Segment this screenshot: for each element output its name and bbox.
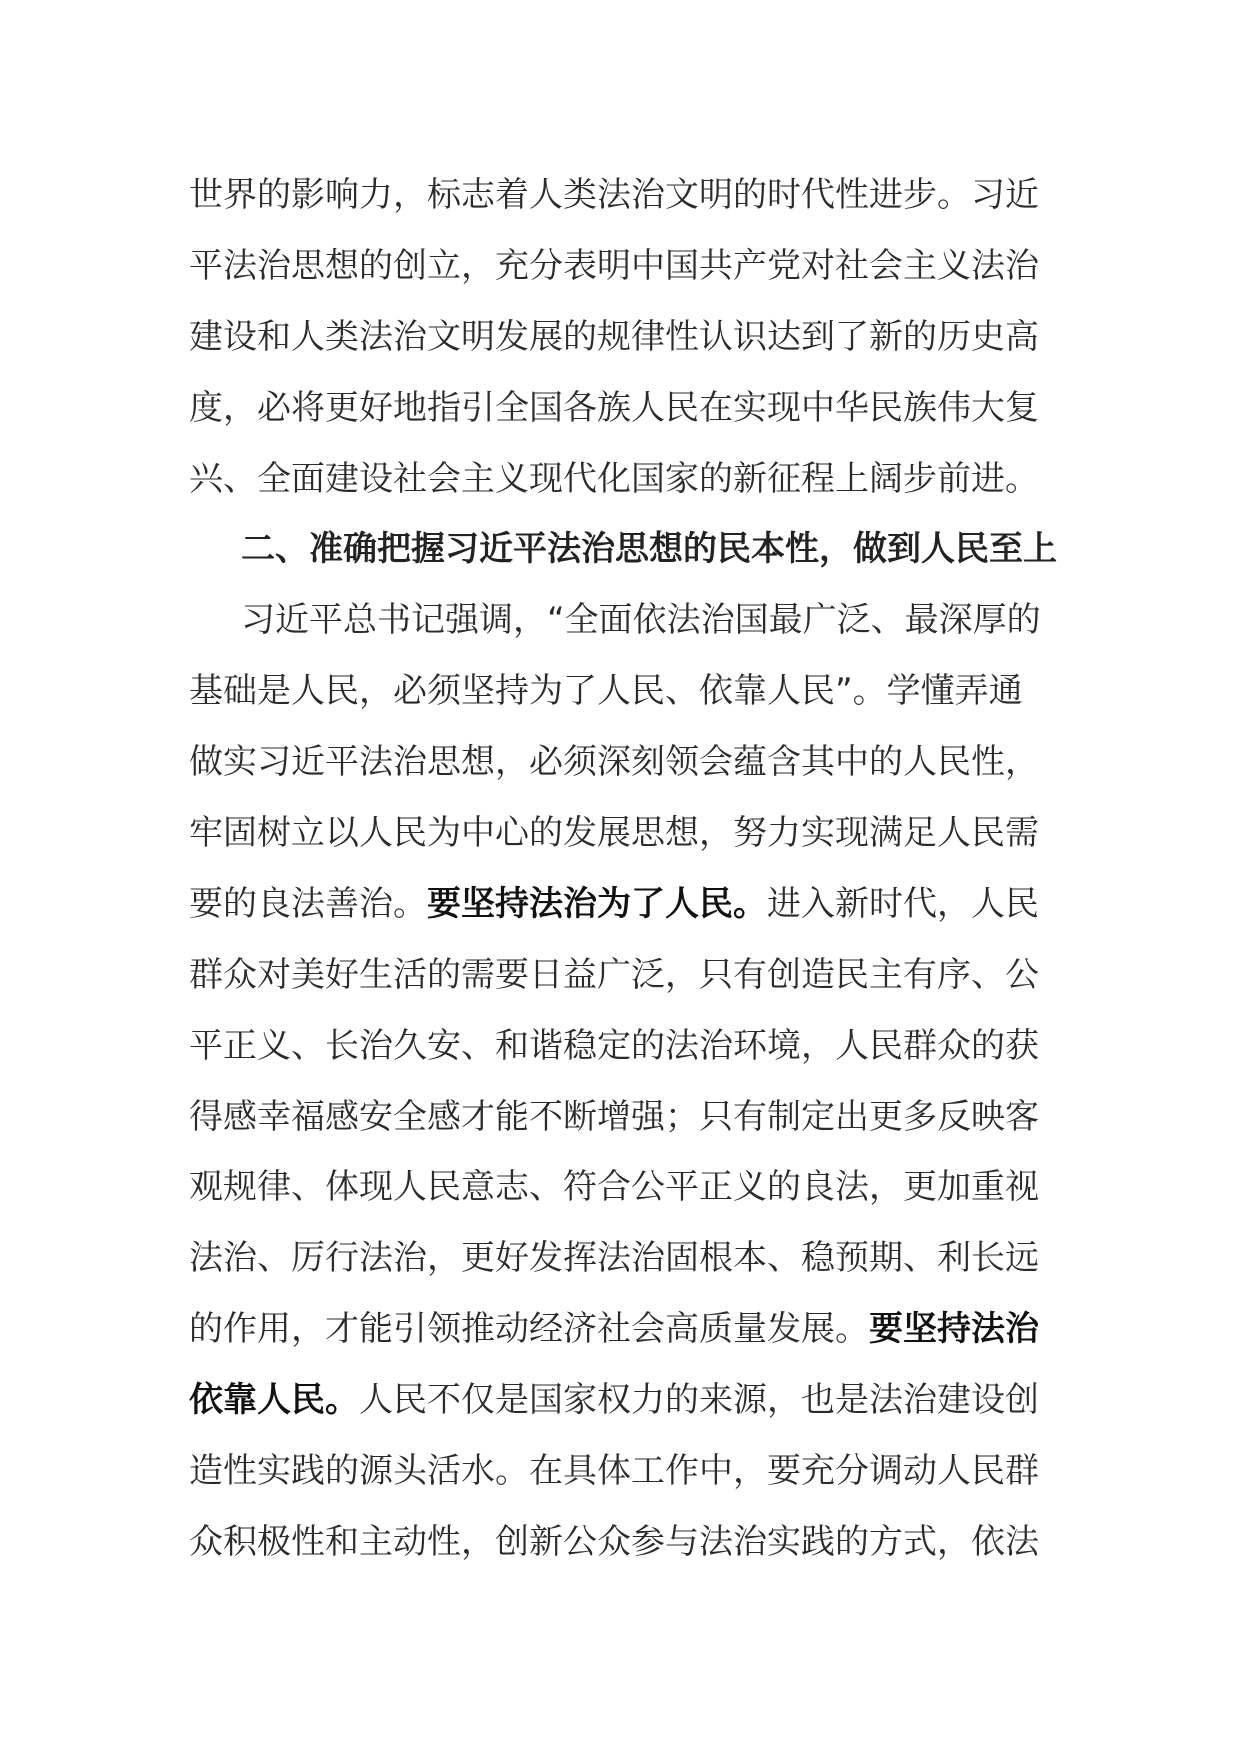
text-line: 建设和人类法治文明发展的规律性认识达到了新的历史高 bbox=[189, 316, 1039, 357]
text-line: 造性实践的源头活水。在具体工作中，要充分调动人民群 bbox=[189, 1451, 1039, 1492]
text-line: 法治、厉行法治，更好发挥法治固根本、稳预期、利长远 bbox=[189, 1238, 1039, 1279]
text-line: 世界的影响力，标志着人类法治文明的时代性进步。习近 bbox=[189, 175, 1039, 215]
text-line: 平法治思想的创立，充分表明中国共产党对社会主义法治 bbox=[189, 245, 1039, 286]
text-line: 度，必将更好地指引全国各族人民在实现中华民族伟大复 bbox=[189, 387, 1039, 428]
bold-key-point: 要坚持法治 bbox=[869, 1309, 1039, 1350]
text-line: 做实习近平法治思想，必须深刻领会蕴含其中的人民性， bbox=[189, 742, 1039, 783]
text-line: 观规律、体现人民意志、符合公平正义的良法，更加重视 bbox=[189, 1167, 1039, 1208]
text-line: 得感幸福感安全感才能不断增强；只有制定出更多反映客 bbox=[189, 1096, 1039, 1137]
text-line: 基础是人民，必须坚持为了人民、依靠人民”。学懂弄通 bbox=[189, 671, 1023, 712]
text-line: 兴、全面建设社会主义现代化国家的新征程上阔步前进。 bbox=[189, 458, 1039, 499]
text-line: 习近平总书记强调，“全面依法治国最广泛、最深厚的 bbox=[241, 600, 1041, 641]
text-line bbox=[189, 1365, 1049, 1436]
section-heading: 二、准确把握习近平法治思想的民本性，做到人民至上 bbox=[241, 529, 1057, 570]
text-line bbox=[189, 869, 1049, 940]
text-line: 众积极性和主动性，创新公众参与法治实践的方式，依法 bbox=[189, 1521, 1039, 1562]
text-line: 群众对美好生活的需要日益广泛，只有创造民主有序、公 bbox=[189, 954, 1039, 995]
text-line bbox=[189, 1294, 1049, 1365]
text-run: 要的良法善治。 bbox=[189, 883, 427, 924]
text-line: 平正义、长治久安、和谐稳定的法治环境，人民群众的获 bbox=[189, 1025, 1039, 1066]
bold-key-point: 依靠人民。 bbox=[189, 1380, 359, 1421]
bold-key-point: 要坚持法治为了人民。 bbox=[427, 883, 767, 924]
text-run: 的作用，才能引领推动经济社会高质量发展。 bbox=[189, 1309, 869, 1350]
text-line: 牢固树立以人民为中心的发展思想，努力实现满足人民需 bbox=[189, 813, 1039, 854]
body-text bbox=[189, 160, 1057, 1578]
text-run: 进入新时代，人民 bbox=[767, 883, 1039, 924]
text-run: 人民不仅是国家权力的来源，也是法治建设创 bbox=[359, 1380, 1039, 1421]
